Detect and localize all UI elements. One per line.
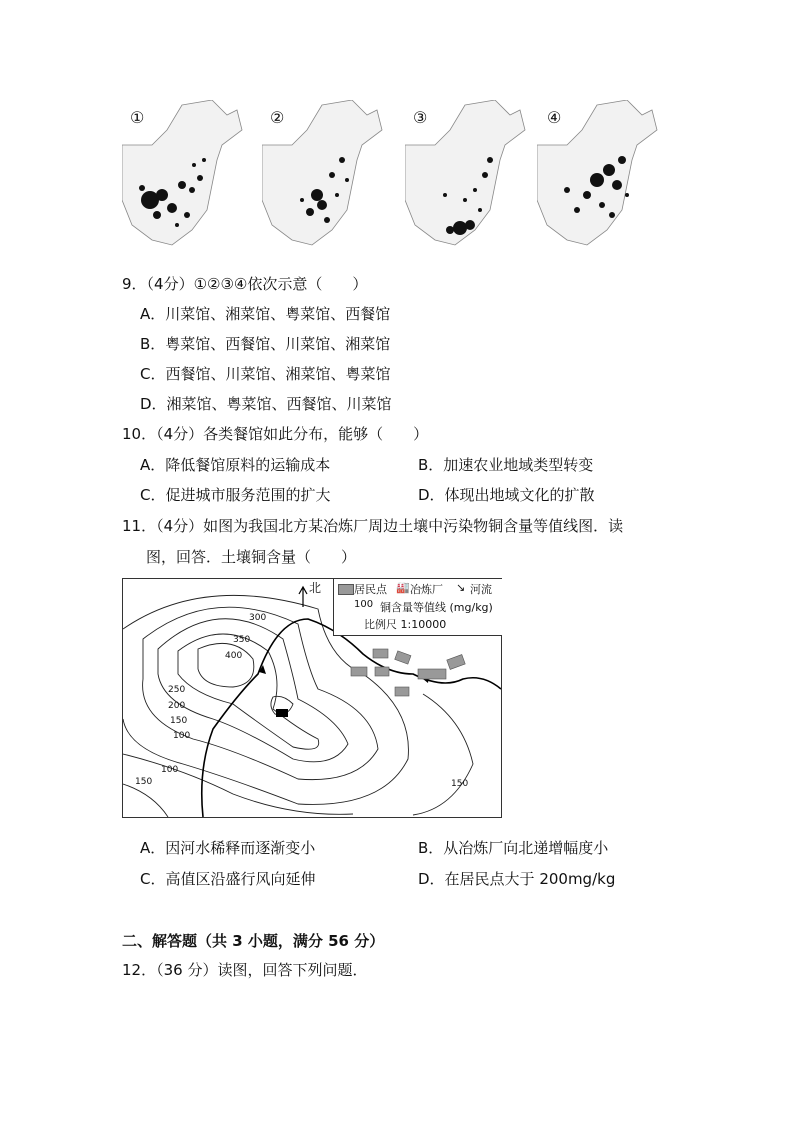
- map-number: ②: [270, 108, 285, 127]
- contour-label-300: 300: [249, 613, 267, 623]
- contour-label-100: 100: [173, 731, 191, 741]
- contour-label-350: 350: [233, 635, 251, 645]
- q10-option-a[interactable]: A．降低餐馆原料的运输成本: [140, 456, 331, 474]
- q11-option-b[interactable]: B．从冶炼厂向北递增幅度小: [418, 839, 609, 857]
- q11-option-a[interactable]: A．因河水稀释而逐渐变小: [140, 839, 316, 857]
- legend-river: 河流: [470, 583, 492, 596]
- north-label: 北: [309, 581, 322, 595]
- contour-label-150: 150: [170, 716, 188, 726]
- map-number: ①: [130, 108, 145, 127]
- q9-stem: 9．（4分）①②③④依次示意（ ）: [122, 275, 368, 293]
- map-number: ③: [413, 108, 428, 127]
- map-4: [537, 100, 679, 250]
- river-icon: ↘: [456, 581, 466, 594]
- contour-label-250: 250: [168, 685, 186, 695]
- legend-contour-value: 100: [354, 599, 374, 610]
- q11-stem-line2: 图，回答．土壤铜含量（ ）: [146, 548, 357, 566]
- contour-label-100b: 100: [161, 765, 179, 775]
- q10-option-d[interactable]: D．体现出地域文化的扩散: [418, 486, 595, 504]
- map-1: [122, 100, 264, 250]
- contour-label-400: 400: [225, 651, 243, 661]
- copper-contour-map: [122, 578, 502, 818]
- q11-option-c[interactable]: C．高值区沿盛行风向延伸: [140, 870, 316, 888]
- map-3: [405, 100, 547, 250]
- smelter-icon: [276, 709, 288, 717]
- q9-option-a[interactable]: A．川菜馆、湘菜馆、粤菜馆、西餐馆: [140, 305, 391, 323]
- map-2: [262, 100, 404, 250]
- settlement-legend-swatch: [338, 584, 354, 595]
- contour-label-200: 200: [168, 701, 186, 711]
- section-2-title: 二、解答题（共 3 小题，满分 56 分）: [122, 932, 385, 950]
- q9-option-b[interactable]: B．粤菜馆、西餐馆、川菜馆、湘菜馆: [140, 335, 391, 353]
- q9-option-c[interactable]: C．西餐馆、川菜馆、湘菜馆、粤菜馆: [140, 365, 391, 383]
- factory-icon: 🏭: [396, 581, 410, 594]
- contour-label-150c: 150: [451, 779, 469, 789]
- contour-label-150b: 150: [135, 777, 153, 787]
- q10-stem: 10．（4分）各类餐馆如此分布，能够（ ）: [122, 425, 429, 443]
- legend-smelter: 冶炼厂: [410, 583, 443, 596]
- q11-stem-line1: 11．（4分）如图为我国北方某冶炼厂周边土壤中污染物铜含量等值线图．读: [122, 517, 624, 535]
- q10-option-b[interactable]: B．加速农业地域类型转变: [418, 456, 594, 474]
- legend-settlement: 居民点: [354, 583, 387, 596]
- map-legend: [333, 579, 502, 636]
- q11-option-d[interactable]: D．在居民点大于 200mg/kg: [418, 870, 616, 888]
- map-number: ④: [547, 108, 562, 127]
- legend-contour: 铜含量等值线 (mg/kg): [380, 601, 493, 614]
- q10-option-c[interactable]: C．促进城市服务范围的扩大: [140, 486, 331, 504]
- q12-stem: 12．（36 分）读图，回答下列问题．: [122, 961, 368, 979]
- legend-scale: 比例尺 1:10000: [364, 618, 447, 631]
- q9-option-d[interactable]: D．湘菜馆、粤菜馆、西餐馆、川菜馆: [140, 395, 392, 413]
